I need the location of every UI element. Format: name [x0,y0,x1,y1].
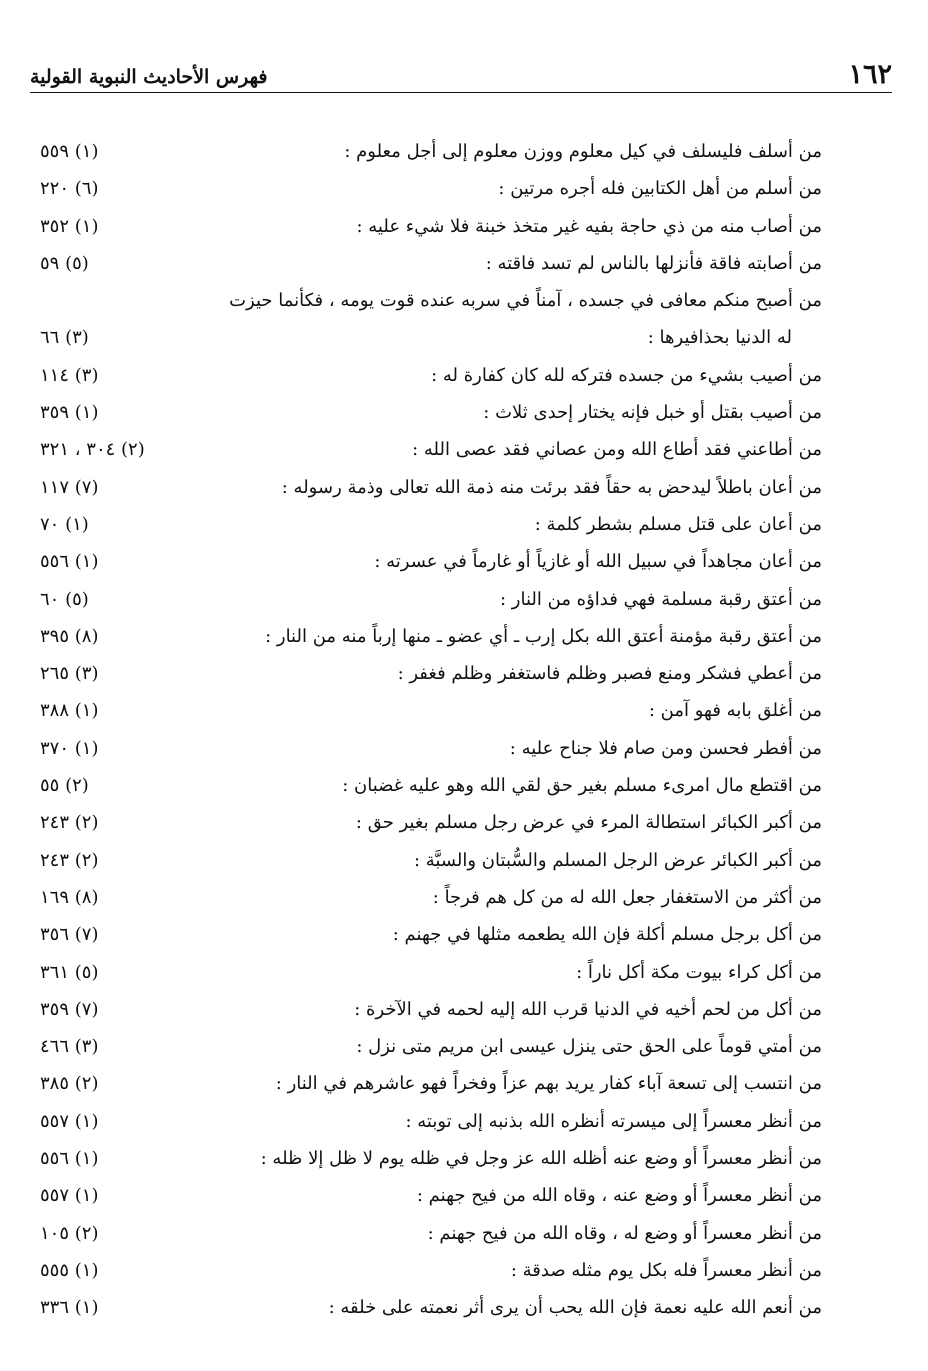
index-entry [40,1177,822,1214]
index-entry [40,1065,822,1102]
entry-reference: (٧) ٣٥٦ [40,924,99,946]
entry-text: من أنظر معسراً أو وضع عنه ، وقاه الله من فيح جهنم : [416,1185,822,1207]
entry-reference: (٢) ٢٤٣ [40,812,99,834]
entry-text: من أكل كراء بيوت مكة أكل ناراً : [576,961,822,983]
entry-reference: (٨) ٣٩٥ [40,625,99,647]
index-entry [40,469,822,506]
page-number: ١٦٢ [848,59,892,90]
index-entry [40,655,822,692]
entry-text: من أمتي قوماً على الحق حتى ينزل عيسى ابن مريم متى نزل : [356,1036,822,1058]
index-entry [40,954,822,991]
entry-reference: (٥) ٦٠ [40,588,89,610]
index-entry [40,282,822,357]
index-entry [40,394,822,431]
entry-text: من أصيب بقتل أو خبل فإنه يختار إحدى ثلاث : [483,402,822,424]
index-entry [40,1140,822,1177]
entry-text: من أنعم الله عليه نعمة فإن الله يحب أن يرى أثر نعمته على خلقه : [328,1297,822,1319]
index-entry [40,506,822,543]
entry-text: من أكل برجل مسلم أكلة فإن الله يطعمه مثلها في جهنم : [392,924,822,946]
running-title: فهرس الأحاديث النبوية القولية [30,66,268,88]
entry-reference: (١) ٥٥٧ [40,1185,99,1207]
entry-text: من أفطر فحسن ومن صام فلا جناح عليه : [509,737,822,759]
entry-text: من أكثر من الاستغفار جعل الله له من كل هم فرجاً : [432,886,822,908]
entry-reference: (٨) ١٦٩ [40,886,99,908]
index-entry [40,692,822,729]
entry-reference: (٦) ٢٢٠ [40,178,99,200]
entry-reference: (٣) ١١٤ [40,364,99,386]
index-entry [40,543,822,580]
page-header [30,58,892,98]
entry-reference: (٢) ٣٨٥ [40,1073,99,1095]
entry-reference: (١) ٣٥٩ [40,402,99,424]
entry-text-continued: له الدنيا بحذافيرها : [647,327,792,349]
index-entry [40,1103,822,1140]
entry-reference: (٢) ١٠٥ [40,1222,99,1244]
entry-text: من أنظر معسراً أو وضع عنه أظله الله عز وجل في ظله يوم لا ظل إلا ظله : [260,1148,822,1170]
entry-text: من أعتق رقبة مسلمة فهي فداؤه من النار : [500,588,822,610]
entry-text: من أصابته فاقة فأنزلها بالناس لم تسد فاقته : [485,252,822,274]
entry-text: من أغلق بابه فهو آمن : [648,700,822,722]
header-rule [30,92,892,93]
index-entry [40,133,822,170]
index-entry [40,842,822,879]
entry-reference: (٧) ٣٥٩ [40,998,99,1020]
entry-reference: (٣) ٦٦ [40,327,89,349]
entry-reference: (٥) ٥٩ [40,252,89,274]
entry-text: من أعان باطلاً ليدحض به حقاً فقد برئت منه ذمة الله تعالى وذمة رسوله : [281,476,822,498]
entry-reference: (١) ٣٣٦ [40,1297,99,1319]
entry-reference: (١) ٥٥٦ [40,1148,99,1170]
entry-reference: (٧) ١١٧ [40,476,99,498]
index-entry [40,357,822,394]
entry-reference: (٢) ٥٥ [40,775,89,797]
entry-text: من أكبر الكبائر عرض الرجل المسلم والسُّبتان والسبَّة : [413,849,822,871]
entry-reference: (١) ٥٥٥ [40,1259,99,1281]
index-entry [40,879,822,916]
entry-reference: (٣) ٤٦٦ [40,1036,99,1058]
index-entry [40,208,822,245]
entry-text: من أكبر الكبائر استطالة المرء في عرض رجل مسلم بغير حق : [355,812,822,834]
index-entry [40,991,822,1028]
entry-reference: (١) ٣٨٨ [40,700,99,722]
entry-text: من أنظر معسراً فله بكل يوم مثله صدقة : [510,1259,822,1281]
index-entry [40,618,822,655]
index-entry [40,730,822,767]
index-entry [40,767,822,804]
entry-text: من أطاعني فقد أطاع الله ومن عصاني فقد عصى الله : [412,439,822,461]
entry-text: من أسلف فليسلف في كيل معلوم ووزن معلوم إلى أجل معلوم : [344,141,822,162]
entry-text: من أسلم من أهل الكتابين فله أجره مرتين : [498,178,822,200]
index-entry [40,245,822,282]
entry-text: من أنظر معسراً أو وضع له ، وقاه الله من فيح جهنم : [427,1222,822,1244]
index-entry [40,431,822,468]
entry-text: من أصبح منكم معافى في جسده ، آمناً في سربه عنده قوت يومه ، فكأنما حيزت [229,290,822,312]
entry-text: من أعان على قتل مسلم بشطر كلمة : [534,513,822,535]
index-entry [40,170,822,207]
entry-text: من أعان مجاهداً في سبيل الله أو غازياً أو غارماً في عسرته : [374,551,822,573]
entry-text: من أعتق رقبة مؤمنة أعتق الله بكل إرب ـ أي عضو ـ منها إرباً منه من النار : [265,625,822,647]
index-entry [40,1289,822,1326]
entry-text: من أكل من لحم أخيه في الدنيا قرب الله إليه لحمه في الآخرة : [354,998,822,1020]
entry-reference: (٥) ٣٦١ [40,961,99,983]
hadith-index-list [40,133,822,1327]
index-entry [40,916,822,953]
index-entry [40,1028,822,1065]
entry-text: من أصاب منه من ذي حاجة بفيه غير متخذ خبنة فلا شيء عليه : [356,215,822,237]
entry-reference: (٢) ٢٤٣ [40,849,99,871]
entry-reference: (١) ٥٥٧ [40,1110,99,1132]
entry-text: من أنظر معسراً إلى ميسرته أنظره الله بذنبه إلى توبته : [405,1110,822,1132]
entry-reference: (١) ٣٥٢ [40,215,99,237]
entry-reference: (٢) ٣٠٤ ، ٣٢١ [40,439,145,461]
index-entry [40,804,822,841]
entry-text: من انتسب إلى تسعة آباء كفار يريد بهم عزاً وفخراً فهو عاشرهم في النار : [275,1073,822,1095]
index-entry [40,1252,822,1289]
entry-reference: (١) ٧٠ [40,513,89,535]
entry-text: من أصيب بشيء من جسده فتركه لله كان كفارة له : [431,364,822,386]
entry-reference: (١) ٥٥٩ [40,141,99,162]
entry-reference: (١) ٣٧٠ [40,737,99,759]
entry-reference: (١) ٥٥٦ [40,551,99,573]
entry-text: من أعطي فشكر ومنع فصبر وظلم فاستغفر وظلم فغفر : [397,663,822,685]
entry-reference: (٣) ٢٦٥ [40,663,99,685]
index-entry [40,1215,822,1252]
entry-text: من اقتطع مال امرىء مسلم بغير حق لقي الله وهو عليه غضبان : [342,775,822,797]
index-entry [40,581,822,618]
